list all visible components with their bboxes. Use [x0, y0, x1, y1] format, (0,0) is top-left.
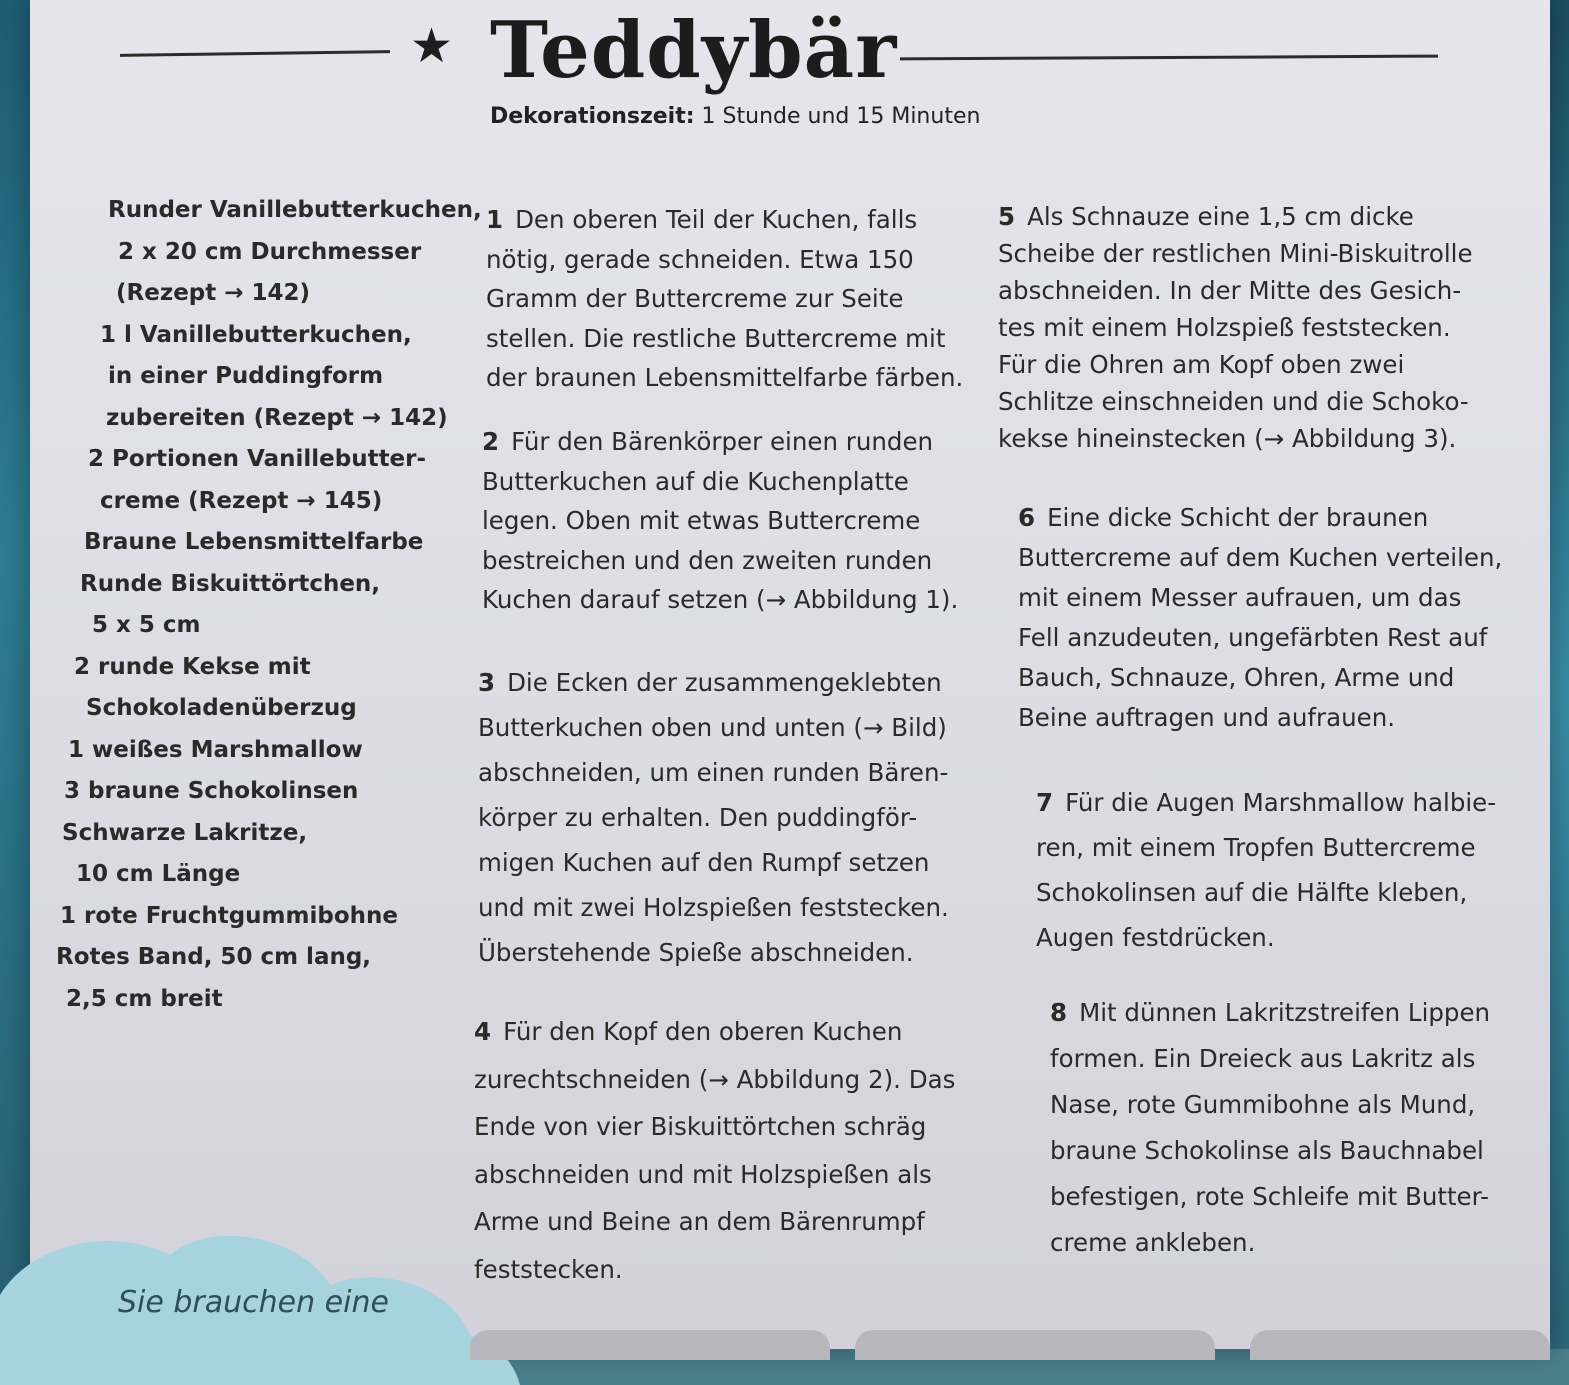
step-text: und mit zwei Holzspießen feststecken. — [478, 893, 949, 922]
ingredient-line: Rotes Band, 50 cm lang, — [56, 944, 372, 970]
step-text: Schlitze einschneiden und die Schoko- — [998, 387, 1469, 416]
ingredient-line: Runder Vanillebutterkuchen, — [108, 197, 482, 223]
ingredient-line: Schokoladenüberzug — [86, 695, 357, 721]
step-text: Überstehende Spieße abschneiden. — [478, 938, 914, 967]
step-text: ren, mit einem Tropfen Buttercreme — [1036, 833, 1476, 862]
step-2-line — [482, 462, 958, 502]
step-text: Fell anzudeuten, ungefärbten Rest auf — [1018, 623, 1488, 652]
step-text: Nase, rote Gummibohne als Mund, — [1050, 1090, 1476, 1119]
steps-column-2c — [1036, 780, 1496, 960]
step-text: mit einem Messer aufrauen, um das — [1018, 583, 1462, 612]
step-1-line — [486, 240, 963, 280]
step-number: 3 — [478, 668, 496, 697]
step-text: bestreichen und den zweiten runden — [482, 545, 933, 575]
ingredient-line: 2,5 cm breit — [66, 985, 223, 1012]
steps-column-2d — [1050, 990, 1490, 1266]
step-text: Beine auftragen und aufrauen. — [1018, 703, 1396, 732]
step-text: der braunen Lebensmittelfarbe färben. — [486, 363, 964, 392]
ingredients-list — [56, 190, 482, 1020]
step-text: abschneiden. In der Mitte des Gesich- — [998, 276, 1462, 305]
cloud-note: Sie brauchen eine — [118, 1285, 389, 1320]
step-text: migen Kuchen auf den Rumpf setzen — [478, 848, 930, 877]
ingredient-line: 3 braune Schokolinsen — [64, 778, 359, 804]
step-8-line — [1050, 1174, 1490, 1220]
step-text: Mit dünnen Lakritzstreifen Lippen — [1079, 998, 1491, 1027]
step-text: Bauch, Schnauze, Ohren, Arme und — [1018, 663, 1455, 692]
steps-column-1a — [486, 200, 963, 398]
step-4-line — [474, 1056, 955, 1104]
step-text: Den oberen Teil der Kuchen, falls — [515, 205, 918, 234]
step-5-line — [998, 309, 1473, 346]
step-text: Für den Bärenkörper einen runden — [511, 427, 934, 456]
step-text: Scheibe der restlichen Mini-Biskuitrolle — [998, 239, 1473, 268]
step-5-line — [998, 420, 1473, 457]
step-6-line — [1018, 498, 1502, 538]
step-text: formen. Ein Dreieck aus Lakritz als — [1050, 1044, 1476, 1073]
ingredient-line: 2 x 20 cm Durchmesser — [118, 238, 422, 265]
step-4-line — [474, 1103, 955, 1151]
ingredient-line: Runde Biskuittörtchen, — [80, 570, 381, 597]
step-number: 6 — [1018, 503, 1036, 532]
step-text: kekse hineinstecken (→ Abbildung 3). — [998, 424, 1457, 453]
step-3-line — [478, 930, 949, 975]
step-5-line — [998, 346, 1473, 383]
step-2-line — [482, 501, 958, 541]
step-3-line — [478, 660, 949, 705]
step-text: Augen festdrücken. — [1036, 923, 1275, 952]
step-number: 4 — [474, 1017, 492, 1046]
ingredient-line: (Rezept → 142) — [116, 280, 311, 306]
step-3-line — [478, 885, 949, 930]
step-text: Kuchen darauf setzen (→ Abbildung 1). — [482, 585, 959, 614]
photo-strip-middle — [855, 1330, 1215, 1360]
ingredient-line: 2 Portionen Vanillebutter- — [88, 446, 427, 472]
step-3-line — [478, 705, 949, 750]
step-text: tes mit einem Holzspieß feststecken. — [998, 313, 1451, 342]
recipe-title: Teddybär — [490, 5, 898, 96]
step-6-line — [1018, 698, 1502, 738]
step-1-line — [486, 358, 963, 398]
ingredient-line: zubereiten (Rezept → 142) — [106, 404, 448, 431]
ingredient-line: 1 weißes Marshmallow — [68, 736, 363, 763]
step-text: Für die Augen Marshmallow halbie- — [1065, 788, 1497, 817]
star-icon: ★ — [410, 18, 454, 74]
step-3-line — [478, 750, 949, 795]
ingredient-line: in einer Puddingform — [108, 363, 384, 389]
step-text: stellen. Die restliche Buttercreme mit — [486, 323, 946, 353]
step-7-line — [1036, 825, 1496, 870]
ingredient-line: 1 l Vanillebutterkuchen, — [100, 321, 412, 348]
step-3-line — [478, 795, 949, 840]
step-number: 8 — [1050, 998, 1068, 1027]
step-6-line — [1018, 538, 1502, 578]
step-text: befestigen, rote Schleife mit Butter- — [1050, 1182, 1489, 1211]
step-text: Butterkuchen auf die Kuchenplatte — [482, 466, 909, 496]
step-8-line — [1050, 1082, 1490, 1128]
step-7-line — [1036, 870, 1496, 915]
step-text: feststecken. — [474, 1254, 623, 1284]
steps-column-1d — [474, 1008, 955, 1293]
ingredient-line: Braune Lebensmittelfarbe — [84, 529, 424, 555]
step-8-line — [1050, 990, 1490, 1036]
step-7-line — [1036, 915, 1496, 960]
step-2-line — [482, 541, 958, 581]
step-text: Für den Kopf den oberen Kuchen — [503, 1017, 903, 1046]
time-label: Dekorationszeit: — [490, 104, 695, 129]
ingredient-line: 10 cm Länge — [76, 861, 241, 887]
step-number: 5 — [998, 202, 1016, 231]
step-text: Ende von vier Biskuittörtchen schräg — [474, 1112, 927, 1141]
step-1-line — [486, 279, 963, 319]
step-7-line — [1036, 780, 1496, 825]
step-4-line — [474, 1246, 955, 1294]
ingredient-line: 1 rote Fruchtgummibohne — [60, 902, 398, 929]
step-number: 7 — [1036, 788, 1054, 817]
step-text: abschneiden und mit Holzspießen als — [474, 1159, 932, 1189]
step-2-line — [482, 580, 958, 620]
step-text: legen. Oben mit etwas Buttercreme — [482, 506, 921, 535]
steps-column-1b — [482, 422, 958, 620]
step-text: abschneiden, um einen runden Bären- — [478, 758, 949, 787]
steps-column-2a — [998, 198, 1473, 457]
step-text: Für die Ohren am Kopf oben zwei — [998, 350, 1405, 379]
step-6-line — [1018, 658, 1502, 698]
step-text: körper zu erhalten. Den puddingför- — [478, 803, 918, 832]
step-number: 2 — [482, 427, 500, 456]
step-text: Schokolinsen auf die Hälfte kleben, — [1036, 878, 1468, 907]
step-text: Eine dicke Schicht der braunen — [1047, 503, 1429, 532]
step-text: zurechtschneiden (→ Abbildung 2). Das — [474, 1064, 956, 1094]
ingredient-line: 2 runde Kekse mit — [74, 653, 311, 680]
decoration-time — [490, 104, 980, 129]
step-text: nötig, gerade schneiden. Etwa 150 — [486, 244, 914, 274]
step-5-line — [998, 272, 1473, 309]
step-6-line — [1018, 578, 1502, 618]
step-text: Butterkuchen oben und unten (→ Bild) — [478, 713, 947, 742]
step-text: Buttercreme auf dem Kuchen verteilen, — [1018, 543, 1503, 572]
step-3-line — [478, 840, 949, 885]
step-text: creme ankleben. — [1050, 1228, 1256, 1257]
step-text: braune Schokolinse als Bauchnabel — [1050, 1136, 1484, 1165]
step-8-line — [1050, 1036, 1490, 1082]
step-4-line — [474, 1198, 955, 1246]
ingredient-line: Schwarze Lakritze, — [62, 819, 308, 846]
step-5-line — [998, 198, 1473, 235]
step-text: Arme und Beine an dem Bärenrumpf — [474, 1207, 925, 1236]
step-8-line — [1050, 1128, 1490, 1174]
step-1-line — [486, 200, 963, 240]
step-text: Gramm der Buttercreme zur Seite — [486, 284, 904, 313]
steps-column-1c — [478, 660, 949, 975]
ingredient-line: 5 x 5 cm — [92, 612, 201, 638]
steps-column-2b — [1018, 498, 1502, 738]
step-6-line — [1018, 618, 1502, 658]
step-5-line — [998, 235, 1473, 272]
time-value: 1 Stunde und 15 Minuten — [701, 104, 981, 129]
step-text: Die Ecken der zusammengeklebten — [507, 668, 942, 697]
step-8-line — [1050, 1220, 1490, 1266]
step-2-line — [482, 422, 958, 462]
step-1-line — [486, 319, 963, 359]
ingredient-line: creme (Rezept → 145) — [100, 487, 383, 514]
step-number: 1 — [486, 205, 504, 234]
photo-strip-left — [470, 1330, 830, 1360]
step-4-line — [474, 1008, 955, 1056]
step-5-line — [998, 383, 1473, 420]
photo-strip-right — [1250, 1330, 1550, 1360]
step-text: Als Schnauze eine 1,5 cm dicke — [1027, 202, 1414, 231]
step-4-line — [474, 1151, 955, 1199]
